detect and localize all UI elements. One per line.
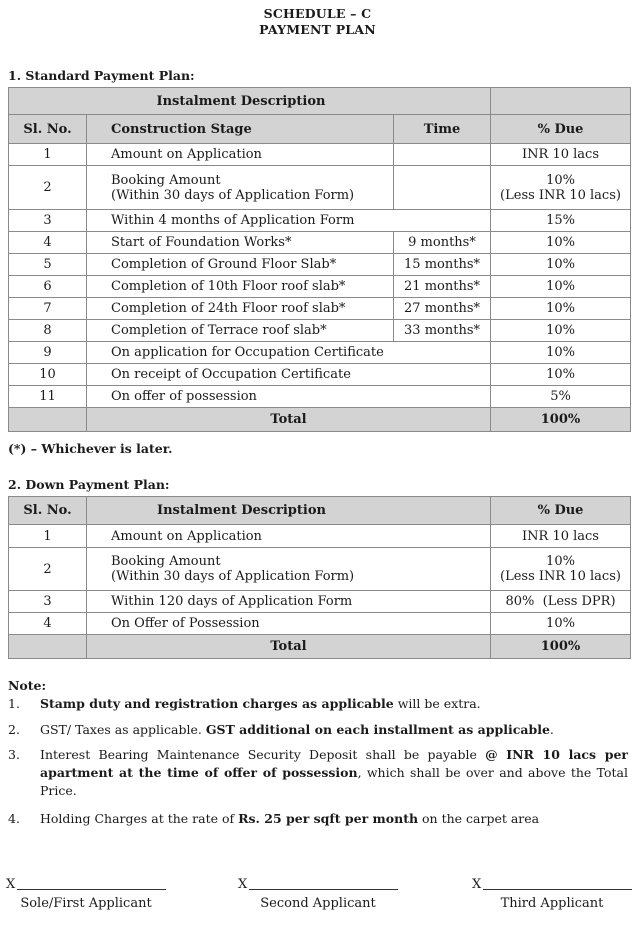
table-row: 8 Completion of Terrace roof slab* 33 months* 10% xyxy=(9,320,631,342)
table-row: 5 Completion of Ground Floor Slab* 15 months* 10% xyxy=(9,254,631,276)
table-row: 2 Booking Amount (Within 30 days of Application Form) 10% (Less INR 10 lacs) xyxy=(9,166,631,210)
group-header-cell: Instalment Description xyxy=(87,88,491,115)
signature-line xyxy=(17,889,166,890)
down-payment-table xyxy=(8,496,631,659)
table-header-row xyxy=(9,497,631,525)
total-label: Total xyxy=(87,408,491,432)
col-header-sl: Sl. No. xyxy=(9,497,87,525)
table-row: 1 Amount on Application INR 10 lacs xyxy=(9,525,631,548)
table-row: 4 Start of Foundation Works* 9 months* 10% xyxy=(9,232,631,254)
note-title: Note: xyxy=(8,678,47,693)
table-group-header-row xyxy=(9,88,631,115)
col-header-due: % Due xyxy=(491,497,631,525)
table-total-row xyxy=(9,408,631,432)
down-plan-heading: 2. Down Payment Plan: xyxy=(8,477,170,492)
whichever-later-footnote: (*) – Whichever is later. xyxy=(8,441,173,456)
table-row: 11 On offer of possession 5% xyxy=(9,386,631,408)
note-item-3: 3. Interest Bearing Maintenance Security Deposit shall be payable @ INR 10 lacs per apartment at the time of offer of possession, which shall be over and above the Total Price. xyxy=(8,747,628,798)
table-row: 2 Booking Amount (Within 30 days of Application Form) 10% (Less INR 10 lacs) xyxy=(9,548,631,591)
signature-line xyxy=(249,889,398,890)
col-header-due: % Due xyxy=(491,115,631,144)
table-row: 10 On receipt of Occupation Certificate 10% xyxy=(9,364,631,386)
table-row: 6 Completion of 10th Floor roof slab* 21 months* 10% xyxy=(9,276,631,298)
note-item-2: 2. GST/ Taxes as applicable. GST additional on each installment as applicable. xyxy=(8,722,554,737)
total-label: Total xyxy=(87,635,491,659)
schedule-title: SCHEDULE – C xyxy=(263,6,372,21)
table-row: 3 Within 4 months of Application Form 15% xyxy=(9,210,631,232)
table-row: 4 On Offer of Possession 10% xyxy=(9,613,631,635)
payment-plan-title: PAYMENT PLAN xyxy=(259,22,376,37)
table-row: 1 Amount on Application INR 10 lacs xyxy=(9,144,631,166)
signature-second-applicant: X Second Applicant xyxy=(238,878,398,911)
standard-plan-heading: 1. Standard Payment Plan: xyxy=(8,68,195,83)
table-total-row xyxy=(9,635,631,659)
table-row: 7 Completion of 24th Floor roof slab* 27 months* 10% xyxy=(9,298,631,320)
total-value: 100% xyxy=(491,408,631,432)
note-item-1: 1. Stamp duty and registration charges as applicable will be extra. xyxy=(8,696,481,711)
col-header-stage: Construction Stage xyxy=(87,115,394,144)
signature-line xyxy=(483,889,632,890)
col-header-time: Time xyxy=(394,115,491,144)
col-header-sl: Sl. No. xyxy=(9,115,87,144)
signature-third-applicant: X Third Applicant xyxy=(472,878,632,911)
col-header-desc: Instalment Description xyxy=(87,497,491,525)
standard-plan-table xyxy=(8,87,631,432)
total-value: 100% xyxy=(491,635,631,659)
signature-first-applicant: X Sole/First Applicant xyxy=(6,878,166,911)
table-row: 9 On application for Occupation Certificate 10% xyxy=(9,342,631,364)
note-item-4: 4. Holding Charges at the rate of Rs. 25 per sqft per month on the carpet area xyxy=(8,811,540,826)
table-header-row xyxy=(9,115,631,144)
table-row: 3 Within 120 days of Application Form 80% (Less DPR) xyxy=(9,591,631,613)
